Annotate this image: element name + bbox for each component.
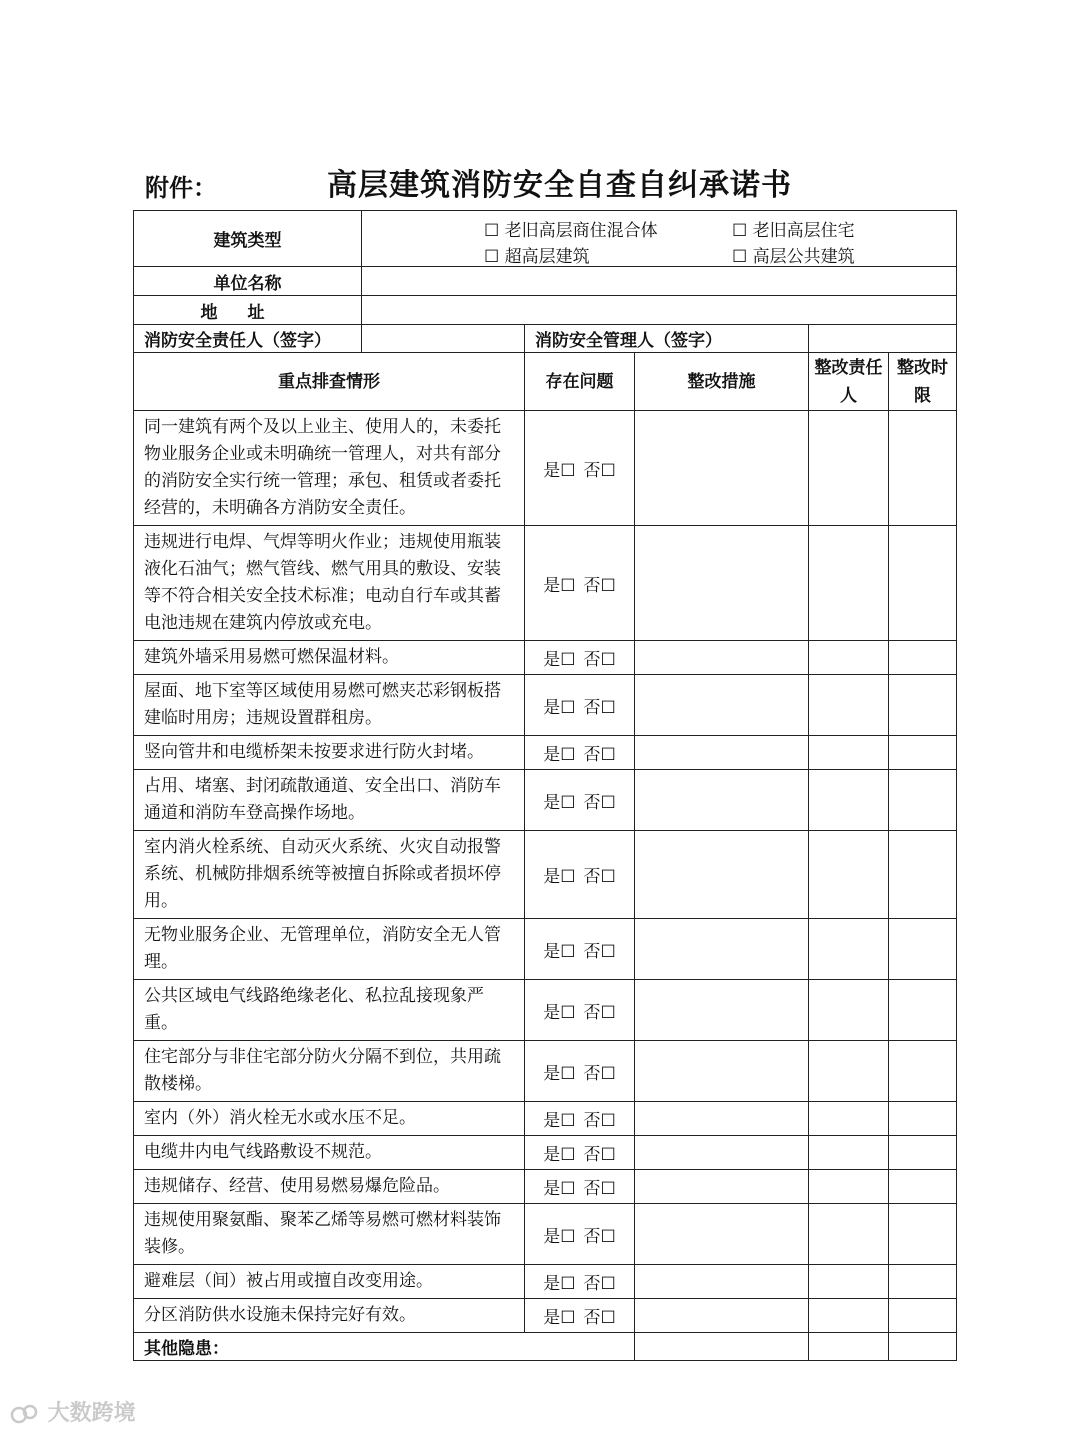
situation-text: 建筑外墙采用易燃可燃保温材料。: [134, 641, 525, 675]
no-checkbox[interactable]: 否☐: [583, 1002, 616, 1023]
deadline-cell[interactable]: [889, 1204, 957, 1265]
responsible-cell[interactable]: [809, 1102, 889, 1136]
checkbox-icon[interactable]: ☐: [484, 221, 500, 241]
building-type-option[interactable]: ☐ 老旧高层商住混合体: [484, 221, 658, 241]
problem-yes-no: [525, 1102, 635, 1136]
problem-yes-no: [525, 1041, 635, 1102]
problem-yes-no: [525, 1299, 635, 1333]
address-label: 地址: [200, 302, 295, 323]
yes-checkbox[interactable]: 是☐: [543, 745, 576, 765]
measures-cell[interactable]: [635, 1041, 809, 1102]
responsible-cell[interactable]: [809, 1299, 889, 1333]
deadline-cell[interactable]: [889, 411, 957, 526]
no-checkbox[interactable]: 否☐: [583, 650, 616, 670]
unit-name-field[interactable]: [362, 267, 957, 296]
yes-checkbox[interactable]: 是☐: [543, 1002, 576, 1023]
responsible-cell[interactable]: [809, 1041, 889, 1102]
no-checkbox[interactable]: 否☐: [583, 1145, 616, 1165]
deadline-cell[interactable]: [889, 1265, 957, 1299]
situation-text: 无物业服务企业、无管理单位，消防安全无人管理。: [134, 919, 525, 980]
situation-text: 室内消火栓系统、自动灭火系统、火灾自动报警系统、机械防排烟系统等被擅自拆除或者损坏停用。: [134, 831, 525, 919]
building-type-option[interactable]: ☐ 高层公共建筑: [732, 247, 855, 267]
column-header-row: [134, 353, 957, 411]
signature-row: [134, 325, 957, 353]
problem-yes-no: [525, 1204, 635, 1265]
yes-checkbox[interactable]: 是☐: [543, 650, 576, 670]
building-type-option[interactable]: ☐ 超高层建筑: [484, 247, 590, 267]
yes-checkbox[interactable]: 是☐: [543, 867, 576, 887]
yes-checkbox[interactable]: 是☐: [543, 1179, 576, 1199]
situation-text: 分区消防供水设施未保持完好有效。: [134, 1299, 525, 1333]
situation-text: 室内（外）消火栓无水或水压不足。: [134, 1102, 525, 1136]
responsible-cell[interactable]: [809, 1136, 889, 1170]
manager-label: 消防安全管理人（签字）: [525, 325, 809, 353]
responsible-cell[interactable]: [809, 675, 889, 736]
no-checkbox[interactable]: 否☐: [583, 1226, 616, 1247]
problem-yes-no: [525, 980, 635, 1041]
table-row: [134, 1265, 957, 1299]
document-header: [145, 160, 965, 210]
situation-text: 占用、堵塞、封闭疏散通道、安全出口、消防车通道和消防车登高操作场地。: [134, 770, 525, 831]
measures-cell[interactable]: [635, 675, 809, 736]
deadline-cell[interactable]: [889, 526, 957, 641]
table-row: [134, 980, 957, 1041]
situation-text: 电缆井内电气线路敷设不规范。: [134, 1136, 525, 1170]
responsible-person-signature-field[interactable]: [362, 325, 525, 353]
situation-text: 竖向管井和电缆桥架未按要求进行防火封堵。: [134, 736, 525, 770]
table-row: [134, 1041, 957, 1102]
watermark-text: 大数跨境: [47, 1401, 136, 1426]
yes-checkbox[interactable]: 是☐: [543, 792, 576, 813]
measures-cell[interactable]: [635, 641, 809, 675]
situation-text: 避难层（间）被占用或擅自改变用途。: [134, 1265, 525, 1299]
measures-cell[interactable]: [635, 411, 809, 526]
deadline-cell[interactable]: [889, 675, 957, 736]
yes-checkbox[interactable]: 是☐: [543, 1308, 576, 1328]
no-checkbox[interactable]: 否☐: [583, 460, 616, 481]
table-row: [134, 411, 957, 526]
document-title: 高层建筑消防安全自查自纠承诺书: [327, 168, 792, 203]
measures-cell[interactable]: [635, 980, 809, 1041]
deadline-cell[interactable]: [889, 980, 957, 1041]
situation-text: 住宅部分与非住宅部分防火分隔不到位，共用疏散楼梯。: [134, 1041, 525, 1102]
situation-text: 违规储存、经营、使用易燃易爆危险品。: [134, 1170, 525, 1204]
problem-yes-no: [525, 919, 635, 980]
col-measures-header: 整改措施: [635, 353, 809, 411]
building-type-row: [134, 211, 957, 267]
unit-name-row: [134, 267, 957, 296]
measures-cell[interactable]: [635, 770, 809, 831]
self-inspection-form: [133, 210, 957, 1361]
deadline-cell[interactable]: [889, 1170, 957, 1204]
problem-yes-no: [525, 1265, 635, 1299]
building-type-option[interactable]: ☐ 老旧高层住宅: [732, 221, 855, 241]
col-responsible-header: 整改责任人: [809, 353, 889, 411]
measures-cell[interactable]: [635, 831, 809, 919]
table-row: [134, 1170, 957, 1204]
table-row: [134, 675, 957, 736]
problem-yes-no: [525, 736, 635, 770]
no-checkbox[interactable]: 否☐: [583, 867, 616, 887]
yes-checkbox[interactable]: 是☐: [543, 460, 576, 481]
situation-text: 公共区域电气线路绝缘老化、私拉乱接现象严重。: [134, 980, 525, 1041]
yes-checkbox[interactable]: 是☐: [543, 575, 576, 596]
yes-checkbox[interactable]: 是☐: [543, 941, 576, 962]
building-type-options: [362, 211, 957, 267]
responsible-cell[interactable]: [809, 526, 889, 641]
watermark: [10, 1396, 136, 1427]
measures-cell[interactable]: [635, 1204, 809, 1265]
measures-cell[interactable]: [635, 1102, 809, 1136]
yes-checkbox[interactable]: 是☐: [543, 1226, 576, 1247]
table-row: [134, 831, 957, 919]
responsible-cell[interactable]: [809, 736, 889, 770]
table-row: [134, 736, 957, 770]
responsible-cell[interactable]: [809, 1170, 889, 1204]
responsible-cell[interactable]: [809, 1265, 889, 1299]
yes-checkbox[interactable]: 是☐: [543, 1111, 576, 1131]
measures-cell[interactable]: [635, 1265, 809, 1299]
responsible-cell[interactable]: [809, 1204, 889, 1265]
deadline-cell[interactable]: [889, 1136, 957, 1170]
deadline-cell[interactable]: [889, 1299, 957, 1333]
yes-checkbox[interactable]: 是☐: [543, 1063, 576, 1084]
situation-text: 违规使用聚氨酯、聚苯乙烯等易燃可燃材料装饰装修。: [134, 1204, 525, 1265]
inspection-items: [134, 411, 957, 1333]
table-row: [134, 526, 957, 641]
deadline-cell[interactable]: [889, 1041, 957, 1102]
measures-cell[interactable]: [635, 919, 809, 980]
table-row: [134, 641, 957, 675]
other-hazards-responsible[interactable]: [809, 1333, 889, 1361]
deadline-cell[interactable]: [889, 770, 957, 831]
problem-yes-no: [525, 641, 635, 675]
problem-yes-no: [525, 411, 635, 526]
table-row: [134, 1204, 957, 1265]
responsible-cell[interactable]: [809, 411, 889, 526]
no-checkbox[interactable]: 否☐: [583, 697, 616, 718]
checkbox-icon[interactable]: ☐: [732, 247, 748, 267]
table-row: [134, 770, 957, 831]
watermark-logo-icon: [10, 1403, 40, 1425]
col-problem-header: 存在问题: [525, 353, 635, 411]
address-field[interactable]: [362, 296, 957, 325]
table-row: [134, 919, 957, 980]
no-checkbox[interactable]: 否☐: [583, 575, 616, 596]
checkbox-icon[interactable]: ☐: [732, 221, 748, 241]
other-hazards-row: [134, 1333, 957, 1361]
other-hazards-measures[interactable]: [635, 1333, 809, 1361]
responsible-cell[interactable]: [809, 641, 889, 675]
responsible-cell[interactable]: [809, 831, 889, 919]
checkbox-icon[interactable]: ☐: [484, 247, 500, 267]
no-checkbox[interactable]: 否☐: [583, 1063, 616, 1084]
problem-yes-no: [525, 1170, 635, 1204]
responsible-person-label: 消防安全责任人（签字）: [134, 325, 362, 353]
measures-cell[interactable]: [635, 1136, 809, 1170]
deadline-cell[interactable]: [889, 1102, 957, 1136]
no-checkbox[interactable]: 否☐: [583, 1308, 616, 1328]
address-row: [134, 296, 957, 325]
deadline-cell[interactable]: [889, 919, 957, 980]
table-row: [134, 1102, 957, 1136]
no-checkbox[interactable]: 否☐: [583, 745, 616, 765]
problem-yes-no: [525, 526, 635, 641]
manager-signature-field[interactable]: [809, 325, 957, 353]
deadline-cell[interactable]: [889, 831, 957, 919]
no-checkbox[interactable]: 否☐: [583, 1111, 616, 1131]
responsible-cell[interactable]: [809, 980, 889, 1041]
situation-text: 屋面、地下室等区域使用易燃可燃夹芯彩钢板搭建临时用房；违规设置群租房。: [134, 675, 525, 736]
measures-cell[interactable]: [635, 736, 809, 770]
table-row: [134, 1136, 957, 1170]
measures-cell[interactable]: [635, 1299, 809, 1333]
yes-checkbox[interactable]: 是☐: [543, 1274, 576, 1294]
no-checkbox[interactable]: 否☐: [583, 792, 616, 813]
col-deadline-header: 整改时限: [889, 353, 957, 411]
problem-yes-no: [525, 1136, 635, 1170]
no-checkbox[interactable]: 否☐: [583, 1274, 616, 1294]
problem-yes-no: [525, 675, 635, 736]
measures-cell[interactable]: [635, 526, 809, 641]
no-checkbox[interactable]: 否☐: [583, 1179, 616, 1199]
other-hazards-label: 其他隐患：: [134, 1333, 635, 1361]
situation-text: 同一建筑有两个及以上业主、使用人的，未委托物业服务企业或未明确统一管理人，对共有部分的消防安全实行统一管理；承包、租赁或者委托经营的，未明确各方消防安全责任。: [134, 411, 525, 526]
problem-yes-no: [525, 831, 635, 919]
yes-checkbox[interactable]: 是☐: [543, 1145, 576, 1165]
problem-yes-no: [525, 770, 635, 831]
deadline-cell[interactable]: [889, 736, 957, 770]
attachment-label: 附件：: [145, 174, 217, 202]
col-situation-header: 重点排查情形: [134, 353, 525, 411]
measures-cell[interactable]: [635, 1170, 809, 1204]
responsible-cell[interactable]: [809, 919, 889, 980]
deadline-cell[interactable]: [889, 641, 957, 675]
building-type-label: 建筑类型: [134, 211, 362, 267]
yes-checkbox[interactable]: 是☐: [543, 697, 576, 718]
unit-name-label: 单位名称: [134, 267, 362, 296]
responsible-cell[interactable]: [809, 770, 889, 831]
no-checkbox[interactable]: 否☐: [583, 941, 616, 962]
situation-text: 违规进行电焊、气焊等明火作业；违规使用瓶装液化石油气；燃气管线、燃气用具的敷设、安装等不符合相关安全技术标准；电动自行车或其蓄电池违规在建筑内停放或充电。: [134, 526, 525, 641]
other-hazards-deadline[interactable]: [889, 1333, 957, 1361]
table-row: [134, 1299, 957, 1333]
